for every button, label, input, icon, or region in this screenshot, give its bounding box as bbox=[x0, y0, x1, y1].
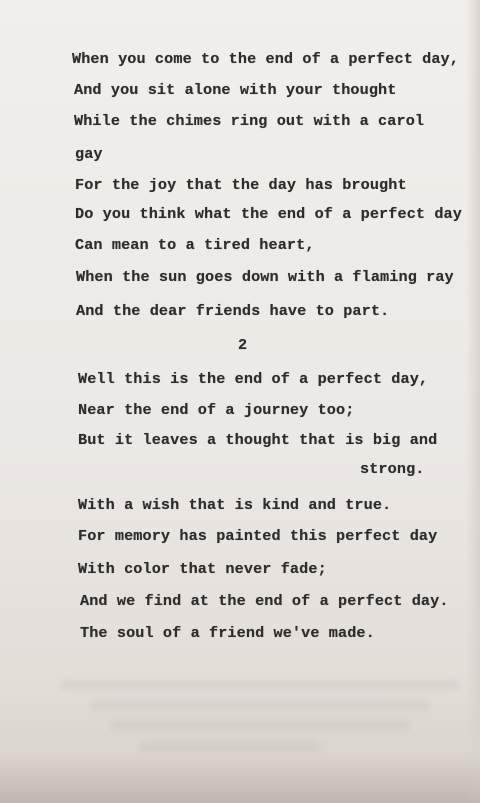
paper-edge bbox=[466, 0, 480, 803]
poem-line: When you come to the end of a perfect day, bbox=[72, 50, 459, 68]
poem-line: With color that never fade; bbox=[78, 560, 327, 578]
poem-line: And the dear friends have to part. bbox=[76, 302, 390, 320]
stanza-number: 2 bbox=[238, 336, 248, 354]
poem-line: Do you think what the end of a perfect day bbox=[75, 205, 462, 223]
poem-line: The soul of a friend we've made. bbox=[80, 624, 375, 642]
bleed-through-mark bbox=[60, 680, 460, 690]
paper-shadow bbox=[0, 755, 480, 803]
poem-line: Near the end of a journey too; bbox=[78, 401, 355, 419]
poem-line: Can mean to a tired heart, bbox=[75, 236, 315, 254]
bleed-through-mark bbox=[90, 700, 430, 710]
poem-line: With a wish that is kind and true. bbox=[78, 496, 392, 514]
bleed-through-mark bbox=[140, 742, 320, 752]
poem-line: But it leaves a thought that is big and bbox=[78, 431, 438, 449]
poem-line: Well this is the end of a perfect day, bbox=[78, 370, 429, 388]
poem-line: gay bbox=[75, 145, 103, 163]
poem-line: While the chimes ring out with a carol bbox=[74, 112, 425, 130]
bleed-through-mark bbox=[110, 720, 410, 730]
poem-line: For the joy that the day has brought bbox=[75, 176, 407, 194]
poem-line: strong. bbox=[360, 460, 425, 478]
poem-line: When the sun goes down with a flaming ray bbox=[76, 268, 454, 286]
poem-line: And we find at the end of a perfect day. bbox=[80, 592, 449, 610]
poem-line: And you sit alone with your thought bbox=[74, 81, 397, 99]
poem-line: For memory has painted this perfect day bbox=[78, 527, 438, 545]
